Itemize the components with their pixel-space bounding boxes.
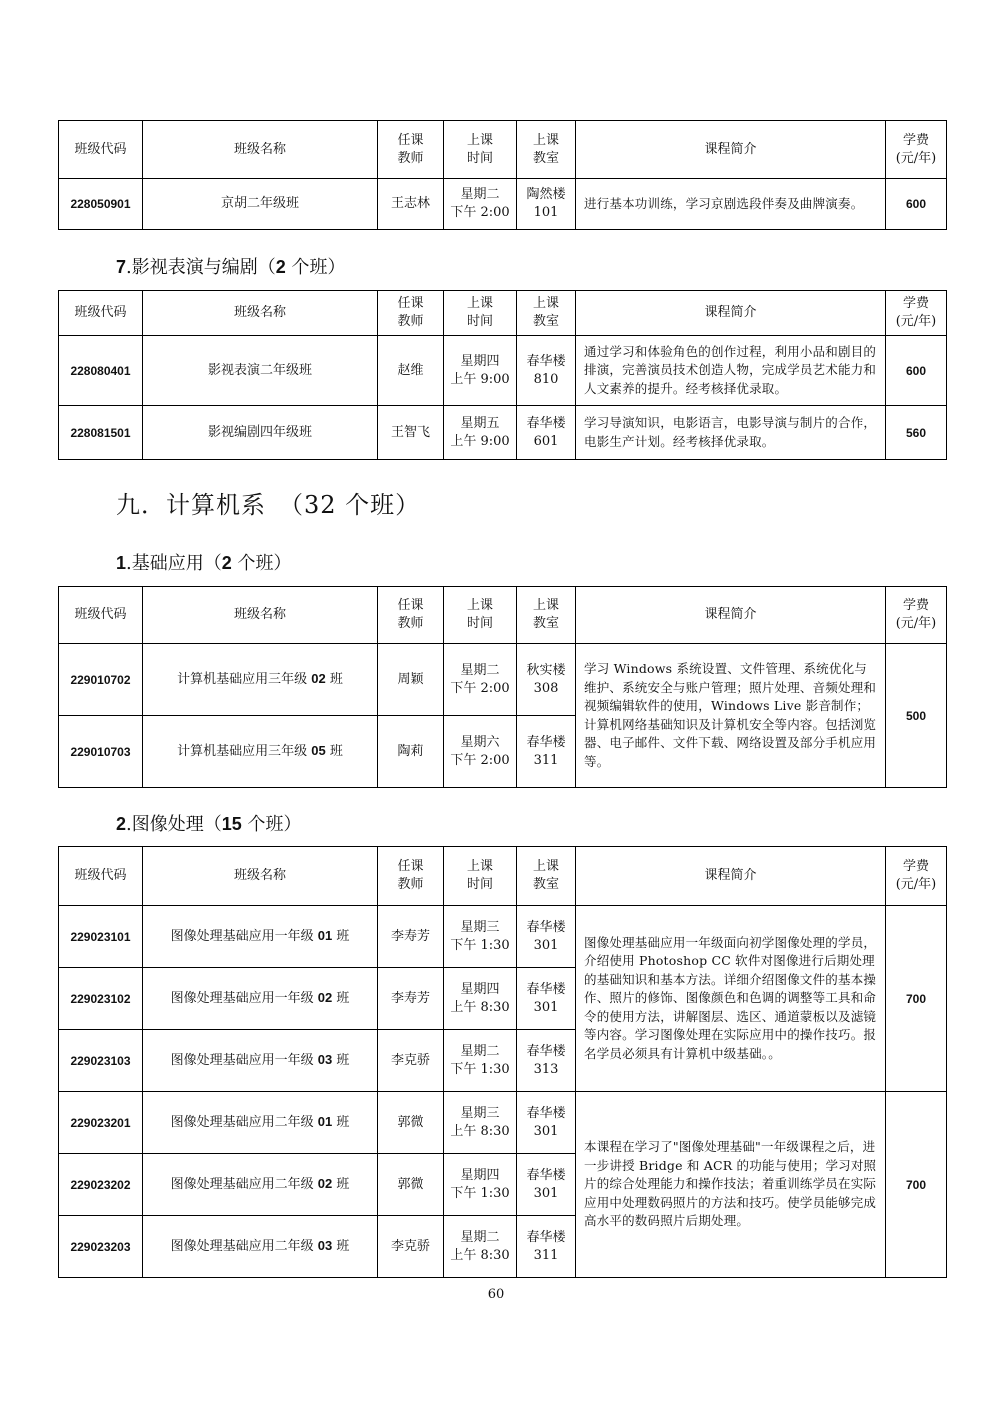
day: 星期四 [460, 981, 500, 997]
class-number: 03 [317, 1052, 333, 1067]
time: 下午 1:30 [450, 1061, 510, 1077]
building: 春华楼 [526, 734, 566, 750]
section-count: 2 [275, 257, 286, 277]
classroom [517, 1154, 576, 1216]
class-time [444, 179, 517, 230]
class-name-suffix: 班 [332, 1177, 350, 1192]
teacher: 陶莉 [378, 716, 444, 788]
room-number: 301 [533, 1123, 559, 1139]
class-name [143, 644, 378, 716]
table-row [59, 179, 947, 230]
section-title-suffix: 个班） [231, 553, 292, 574]
class-time [444, 1092, 517, 1154]
day: 星期六 [460, 734, 500, 750]
course-description: 学习导演知识，电影语言，电影导演与制片的合作，电影生产计划。经考核择优录取。 [576, 406, 886, 460]
class-name [143, 1216, 378, 1278]
class-name-text: 计算机基础应用三年级 [177, 672, 312, 687]
room-number: 601 [533, 433, 559, 449]
room-number: 810 [533, 371, 559, 387]
table-header-row [59, 847, 947, 906]
header-desc: 课程简介 [576, 291, 886, 336]
header-room: 上课 教室 [517, 587, 576, 644]
table-row [59, 1092, 947, 1154]
header-name: 班级名称 [143, 587, 378, 644]
section-number: 1 [116, 553, 127, 573]
section-count: 15 [221, 814, 242, 834]
class-name: 京胡二年级班 [143, 179, 378, 230]
table-row [59, 644, 947, 716]
room-number: 308 [533, 680, 559, 696]
section-title-suffix: 个班） [241, 814, 302, 835]
class-code: 229023203 [59, 1216, 143, 1278]
course-table-image-processing [58, 846, 947, 1278]
header-desc: 课程简介 [576, 121, 886, 179]
class-number: 02 [317, 1176, 333, 1191]
header-fee: 学费 (元/年) [886, 587, 947, 644]
course-table-computer-basics [58, 586, 947, 788]
class-name [143, 716, 378, 788]
section-heading-1 [116, 551, 292, 576]
header-fee: 学费 (元/年) [886, 291, 947, 336]
class-name-suffix: 班 [332, 1053, 350, 1068]
class-code: 229023103 [59, 1030, 143, 1092]
header-time: 上课 时间 [444, 587, 517, 644]
room-number: 301 [533, 1185, 559, 1201]
classroom [517, 179, 576, 230]
header-fee: 学费 (元/年) [886, 121, 947, 179]
class-time [444, 716, 517, 788]
class-code: 228050901 [59, 179, 143, 230]
header-teacher: 任课 教师 [378, 291, 444, 336]
teacher: 李克骄 [378, 1216, 444, 1278]
class-time [444, 1030, 517, 1092]
section-title-suffix: 个班） [285, 257, 346, 278]
time: 下午 2:00 [450, 205, 510, 220]
section-title: 影视表演与编剧（ [131, 257, 276, 278]
building: 春华楼 [526, 919, 566, 935]
header-code: 班级代码 [59, 291, 143, 336]
room-number: 311 [533, 1247, 559, 1263]
class-number: 02 [311, 671, 326, 686]
header-teacher: 任课 教师 [378, 847, 444, 906]
teacher: 王智飞 [378, 406, 444, 460]
table-header-row [59, 587, 947, 644]
room-number: 301 [533, 937, 559, 953]
time: 上午 8:30 [450, 1247, 510, 1263]
teacher: 周颖 [378, 644, 444, 716]
tuition-fee: 560 [886, 406, 947, 460]
room-number: 313 [533, 1061, 559, 1077]
class-name-text: 图像处理基础应用一年级 [170, 991, 318, 1006]
course-description: 通过学习和体验角色的创作过程，利用小品和剧目的排演，完善演员技术创造人物，完成学员艺术能力和人文素养的提升。经考核择优录取。 [576, 336, 886, 406]
header-name: 班级名称 [143, 291, 378, 336]
page-number: 60 [487, 1287, 505, 1302]
table-row [59, 906, 947, 968]
class-name-text: 图像处理基础应用一年级 [170, 929, 318, 944]
class-time [444, 336, 517, 406]
day: 星期二 [460, 1229, 500, 1245]
classroom [517, 968, 576, 1030]
table-row [59, 336, 947, 406]
class-name [143, 1092, 378, 1154]
room-number: 101 [533, 205, 559, 220]
time: 下午 1:30 [450, 1185, 510, 1201]
day: 星期五 [460, 415, 500, 431]
class-name [143, 1154, 378, 1216]
building: 春华楼 [526, 415, 566, 431]
tuition-fee: 600 [886, 336, 947, 406]
class-time [444, 406, 517, 460]
class-name: 影视编剧四年级班 [143, 406, 378, 460]
class-code: 229010702 [59, 644, 143, 716]
room-number: 311 [533, 752, 559, 768]
building: 春华楼 [526, 1229, 566, 1245]
teacher: 李克骄 [378, 1030, 444, 1092]
class-name-text: 图像处理基础应用二年级 [170, 1177, 318, 1192]
day: 星期二 [460, 662, 500, 678]
class-time [444, 906, 517, 968]
teacher: 赵维 [378, 336, 444, 406]
class-name: 影视表演二年级班 [143, 336, 378, 406]
classroom [517, 644, 576, 716]
class-time [444, 644, 517, 716]
course-description: 本课程在学习了"图像处理基础"一年级课程之后，进一步讲授 Bridge 和 ACR 的功能与使用；学习对照片的综合处理能力和操作技法；着重训练学员在实际应用中处理数码照片的方法和技巧。使学员能够完成高水平的数码照片后期处理。 [576, 1092, 886, 1278]
classroom [517, 1030, 576, 1092]
section-dot: . [126, 257, 132, 278]
table-header-row [59, 291, 947, 336]
section-title: 图像处理（ [131, 814, 222, 835]
header-code: 班级代码 [59, 121, 143, 179]
classroom [517, 906, 576, 968]
tuition-fee: 700 [886, 906, 947, 1092]
header-desc: 课程简介 [576, 847, 886, 906]
header-code: 班级代码 [59, 587, 143, 644]
teacher: 李寿芳 [378, 906, 444, 968]
time: 上午 8:30 [450, 1123, 510, 1139]
day: 星期三 [460, 919, 500, 935]
class-name-text: 图像处理基础应用二年级 [170, 1115, 318, 1130]
department-heading: 九．计算机系 （32 个班） [116, 491, 421, 519]
header-time: 上课 时间 [444, 121, 517, 179]
header-room: 上课 教室 [517, 847, 576, 906]
classroom [517, 1216, 576, 1278]
class-code: 228081501 [59, 406, 143, 460]
section-dot: . [126, 814, 132, 835]
class-time [444, 968, 517, 1030]
classroom [517, 406, 576, 460]
header-teacher: 任课 教师 [378, 121, 444, 179]
course-table-jinghu [58, 120, 947, 230]
day: 星期四 [460, 1167, 500, 1183]
course-description: 图像处理基础应用一年级面向初学图像处理的学员，介绍使用 Photoshop CC 软件对图像进行后期处理的基础知识和基本方法。详细介绍图像文件的基本操作、照片的修饰、图像颜色和色调的调整等工具和命令的使用方法，讲解图层、选区、通道蒙板以及滤镜等内容。学习图像处理在实际应用中的操作技巧。报名学员必须具有计算机中级基础。。 [576, 906, 886, 1092]
section-number: 7 [116, 257, 127, 277]
day: 星期四 [460, 353, 500, 369]
class-number: 01 [317, 1114, 333, 1129]
time: 下午 2:00 [450, 752, 510, 768]
section-heading-2 [116, 812, 302, 837]
class-number: 03 [317, 1238, 333, 1253]
header-name: 班级名称 [143, 121, 378, 179]
header-name: 班级名称 [143, 847, 378, 906]
table-header-row [59, 121, 947, 179]
header-time: 上课 时间 [444, 291, 517, 336]
header-desc: 课程简介 [576, 587, 886, 644]
teacher: 王志林 [378, 179, 444, 230]
time: 上午 9:00 [450, 433, 510, 449]
tuition-fee: 700 [886, 1092, 947, 1278]
class-time [444, 1216, 517, 1278]
time: 上午 9:00 [450, 371, 510, 387]
section-heading-7 [116, 255, 346, 280]
day: 星期二 [460, 1043, 500, 1059]
class-number: 01 [317, 928, 333, 943]
header-room: 上课 教室 [517, 121, 576, 179]
teacher: 李寿芳 [378, 968, 444, 1030]
section-count: 2 [221, 553, 232, 573]
class-code: 229023201 [59, 1092, 143, 1154]
building: 春华楼 [526, 1105, 566, 1121]
header-fee: 学费 (元/年) [886, 847, 947, 906]
class-code: 228080401 [59, 336, 143, 406]
time: 上午 8:30 [450, 999, 510, 1015]
class-name-suffix: 班 [332, 929, 350, 944]
class-name-text: 计算机基础应用三年级 [177, 744, 312, 759]
table-row [59, 406, 947, 460]
class-name [143, 1030, 378, 1092]
classroom [517, 1092, 576, 1154]
class-name-suffix: 班 [332, 1115, 350, 1130]
building: 春华楼 [526, 1043, 566, 1059]
class-code: 229023102 [59, 968, 143, 1030]
time: 下午 1:30 [450, 937, 510, 953]
section-number: 2 [116, 814, 127, 834]
building: 秋实楼 [526, 662, 566, 678]
building: 陶然楼 [526, 187, 566, 202]
teacher: 郭微 [378, 1154, 444, 1216]
tuition-fee: 500 [886, 644, 947, 788]
section-title: 基础应用（ [131, 553, 222, 574]
time: 下午 2:00 [450, 680, 510, 696]
header-time: 上课 时间 [444, 847, 517, 906]
building: 春华楼 [526, 1167, 566, 1183]
classroom [517, 716, 576, 788]
class-code: 229023101 [59, 906, 143, 968]
class-name-suffix: 班 [325, 744, 343, 759]
class-code: 229023202 [59, 1154, 143, 1216]
header-teacher: 任课 教师 [378, 587, 444, 644]
class-name-suffix: 班 [332, 991, 350, 1006]
class-name [143, 906, 378, 968]
day: 星期二 [460, 187, 500, 202]
building: 春华楼 [526, 981, 566, 997]
class-name [143, 968, 378, 1030]
building: 春华楼 [526, 353, 566, 369]
class-time [444, 1154, 517, 1216]
class-code: 229010703 [59, 716, 143, 788]
class-name-suffix: 班 [332, 1239, 350, 1254]
header-room: 上课 教室 [517, 291, 576, 336]
room-number: 301 [533, 999, 559, 1015]
section-dot: . [126, 553, 132, 574]
day: 星期三 [460, 1105, 500, 1121]
course-description: 进行基本功训练，学习京剧选段伴奏及曲牌演奏。 [576, 179, 886, 230]
course-table-film [58, 290, 947, 460]
class-number: 05 [311, 743, 326, 758]
class-name-text: 图像处理基础应用一年级 [170, 1053, 318, 1068]
class-number: 02 [317, 990, 333, 1005]
header-code: 班级代码 [59, 847, 143, 906]
teacher: 郭微 [378, 1092, 444, 1154]
class-name-suffix: 班 [325, 672, 343, 687]
tuition-fee: 600 [886, 179, 947, 230]
course-description: 学习 Windows 系统设置、文件管理、系统优化与维护、系统安全与账户管理；照片处理、音频处理和视频编辑软件的使用，Windows Live 影音制作；计算机网络基础知识及计算机安全等内容。包括浏览器、电子邮件、文件下载、网络设置及部分手机应用等。 [576, 644, 886, 788]
classroom [517, 336, 576, 406]
class-name-text: 图像处理基础应用二年级 [170, 1239, 318, 1254]
